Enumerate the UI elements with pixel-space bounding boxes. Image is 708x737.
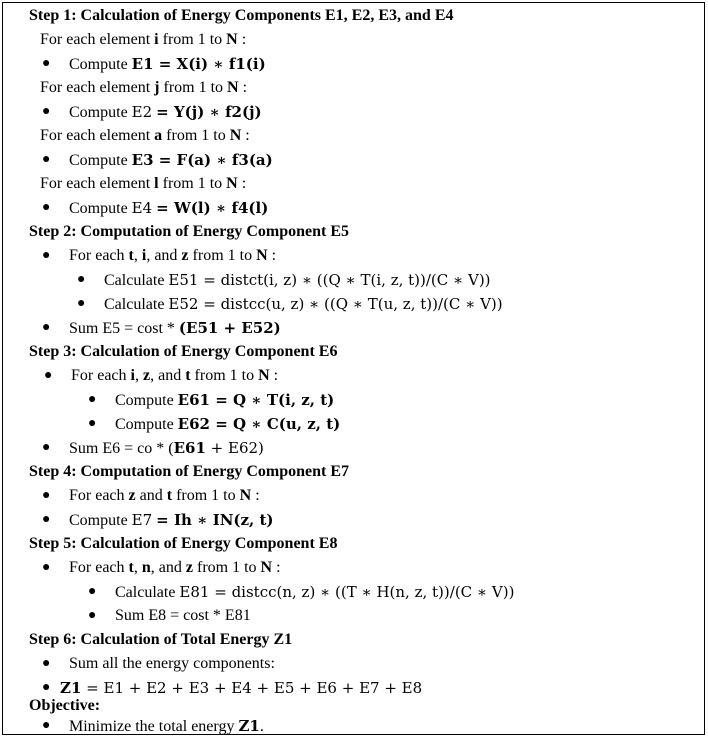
equation-e61: E61 = Q ∗ T(i, z, t) [177,391,335,409]
loop-var: i [130,367,135,384]
bullet-icon: ● [42,656,51,671]
bullet-icon: ● [77,296,86,311]
step-2-heading: Step 2: Computation of Energy Component E5 [29,223,350,240]
bullet-icon: ● [42,488,51,503]
loop-var: a [154,127,163,144]
and-label: and [154,247,178,264]
loop-bound: N [229,127,242,144]
and-label: and [158,367,182,384]
loop-var: i [154,31,159,48]
compute-label: Compute [115,416,174,433]
loop-range: from 1 to [192,247,253,264]
equation-e6-rhs: + E62) [205,439,264,457]
bullet-icon: ● [42,56,51,71]
loop-line-i [40,30,246,50]
loop-label: For each [69,247,125,264]
compute-label: Compute [69,56,128,73]
equation-e2-label: E2 [131,103,153,121]
bullet-icon: ● [44,368,53,383]
loop-label: For each element [40,175,151,192]
loop-var: i [141,247,147,264]
bullet-icon: ● [77,272,86,287]
loop-line-a [40,126,250,146]
equation-e4-rhs: = W(l) ∗ f4(l) [156,199,269,217]
compute-label: Compute [69,104,128,121]
sum-all-line: Sum all the energy components: [69,655,275,672]
algorithm-box [2,2,705,735]
equation-e3: E3 = F(a) ∗ f3(a) [131,151,273,169]
colon: : [251,487,260,504]
loop-var: l [154,175,159,192]
loop-var: z [128,487,136,504]
bullet-icon: ● [42,104,51,119]
period: . [259,718,264,735]
objective-heading: Objective: [29,697,101,714]
loop-label: For each element [40,127,151,144]
bullet-icon: ● [88,392,97,407]
compute-e61 [115,390,334,411]
bullet-icon: ● [88,584,97,599]
loop-var: z [185,559,193,576]
loop-line-zt [69,486,260,506]
loop-label: For each [69,487,125,504]
compute-e62 [115,414,340,435]
bullet-icon: ● [42,320,51,335]
loop-range: from 1 to [163,79,224,96]
bullet-icon: ● [42,440,51,455]
loop-label: For each element [40,79,151,96]
colon: : [237,31,247,48]
compute-label: Compute [69,200,128,217]
compute-label: Compute [69,512,128,529]
loop-line-izt: For each i, z, and t from 1 to N : [71,367,279,384]
loop-line-tnz: For each t, n, and z from 1 to N : [69,559,281,576]
bullet-icon: ● [42,152,51,167]
loop-range: from 1 to [194,367,255,384]
loop-bound: N [239,487,252,504]
equation-e52: E52 = distcc(u, z) ∗ ((Q ∗ T(u, z, t))/(C ∗ V)) [168,295,503,313]
compute-e7 [69,510,274,531]
loop-label: For each [69,559,125,576]
equation-e7-rhs: = Ih ∗ IN(z, t) [156,511,274,529]
sum-e6 [69,438,264,459]
bullet-icon: ● [88,416,97,431]
z1-rhs: = E1 + E2 + E3 + E4 + E5 + E6 + E7 + E8 [81,679,423,697]
bullet-icon: ● [42,680,51,695]
objective-label: Minimize the total energy [69,718,235,735]
loop-var: z [142,367,151,384]
compute-e1 [69,54,266,75]
equation-e4-label: E4 [131,199,153,217]
loop-line-j [40,78,247,98]
loop-bound: N [258,367,270,384]
colon: : [269,367,279,384]
equation-e81: E81 = distcc(n, z) ∗ ((T ∗ H(n, z, t))/(C ∗ V)) [179,583,515,601]
bullet-icon: ● [42,718,51,733]
equation-e51: E51 = distct(i, z) ∗ ((Q ∗ T(i, z, t))/(C ∗ V)) [168,271,491,289]
colon: : [238,79,248,96]
loop-bound: N [256,247,268,264]
step-4-heading: Step 4: Computation of Energy Component E7 [29,463,350,480]
calculate-e51 [104,270,491,291]
loop-var: t [185,367,191,384]
sum-e6-label: Sum E6 = co * ( [69,440,174,457]
equation-e1: E1 = X(i) ∗ f1(i) [131,55,266,73]
sum-e8: Sum E8 = cost * E81 [115,607,251,624]
colon: : [272,559,281,576]
loop-var: z [181,247,189,264]
calculate-e52 [104,294,503,315]
compute-label: Compute [69,152,128,169]
loop-var: t [128,559,134,576]
loop-line-tiz: For each t, i, and z from 1 to N : [69,247,277,264]
loop-bound: N [226,175,238,192]
step-5-heading: Step 5: Calculation of Energy Component E8 [29,535,338,552]
loop-var: n [141,559,151,576]
z1-label: Z1 [60,679,82,697]
bullet-icon: ● [88,608,97,623]
compute-e3 [69,150,273,171]
bullet-icon: ● [42,512,51,527]
equation-e61-ref: E61 [173,439,206,457]
compute-e4 [69,198,268,219]
calculate-label: Calculate [104,296,165,313]
and-label: and [158,559,182,576]
colon: : [267,247,277,264]
loop-label: For each element [40,31,151,48]
loop-bound: N [260,559,273,576]
compute-e2 [69,102,262,123]
loop-range: from 1 to [176,487,236,504]
step-6-heading: Step 6: Calculation of Total Energy Z1 [29,631,293,648]
equation-e62: E62 = Q ∗ C(u, z, t) [177,415,341,433]
total-energy-equation [60,678,422,699]
bullet-icon: ● [42,248,51,263]
step-3-heading: Step 3: Calculation of Energy Component E6 [29,343,338,360]
calculate-e81 [115,582,514,603]
loop-bound: N [226,31,238,48]
loop-range: from 1 to [166,127,226,144]
loop-range: from 1 to [162,31,223,48]
objective-z1: Z1 [238,717,260,735]
bullet-icon: ● [42,560,51,575]
colon: : [241,127,250,144]
sum-e5 [69,318,281,339]
loop-range: from 1 to [162,175,223,192]
step-1-heading: Step 1: Calculation of Energy Components E1, E2, E3, and E4 [29,7,454,24]
calculate-label: Calculate [115,584,176,601]
objective-line [69,716,264,737]
calculate-label: Calculate [104,272,165,289]
loop-range: from 1 to [196,559,257,576]
loop-bound: N [227,79,239,96]
equation-e2-rhs: = Y(j) ∗ f2(j) [156,103,262,121]
compute-label: Compute [115,392,174,409]
loop-var: j [154,79,160,96]
loop-line-l [40,174,246,194]
loop-label: For each [71,367,127,384]
equation-e5: (E51 + E52) [178,319,281,337]
bullet-icon: ● [42,200,51,215]
and-label: and [139,487,163,504]
colon: : [237,175,247,192]
loop-var: t [166,487,173,504]
equation-e7-label: E7 [131,511,153,529]
loop-var: t [128,247,134,264]
sum-e5-label: Sum E5 = cost * [69,320,179,337]
